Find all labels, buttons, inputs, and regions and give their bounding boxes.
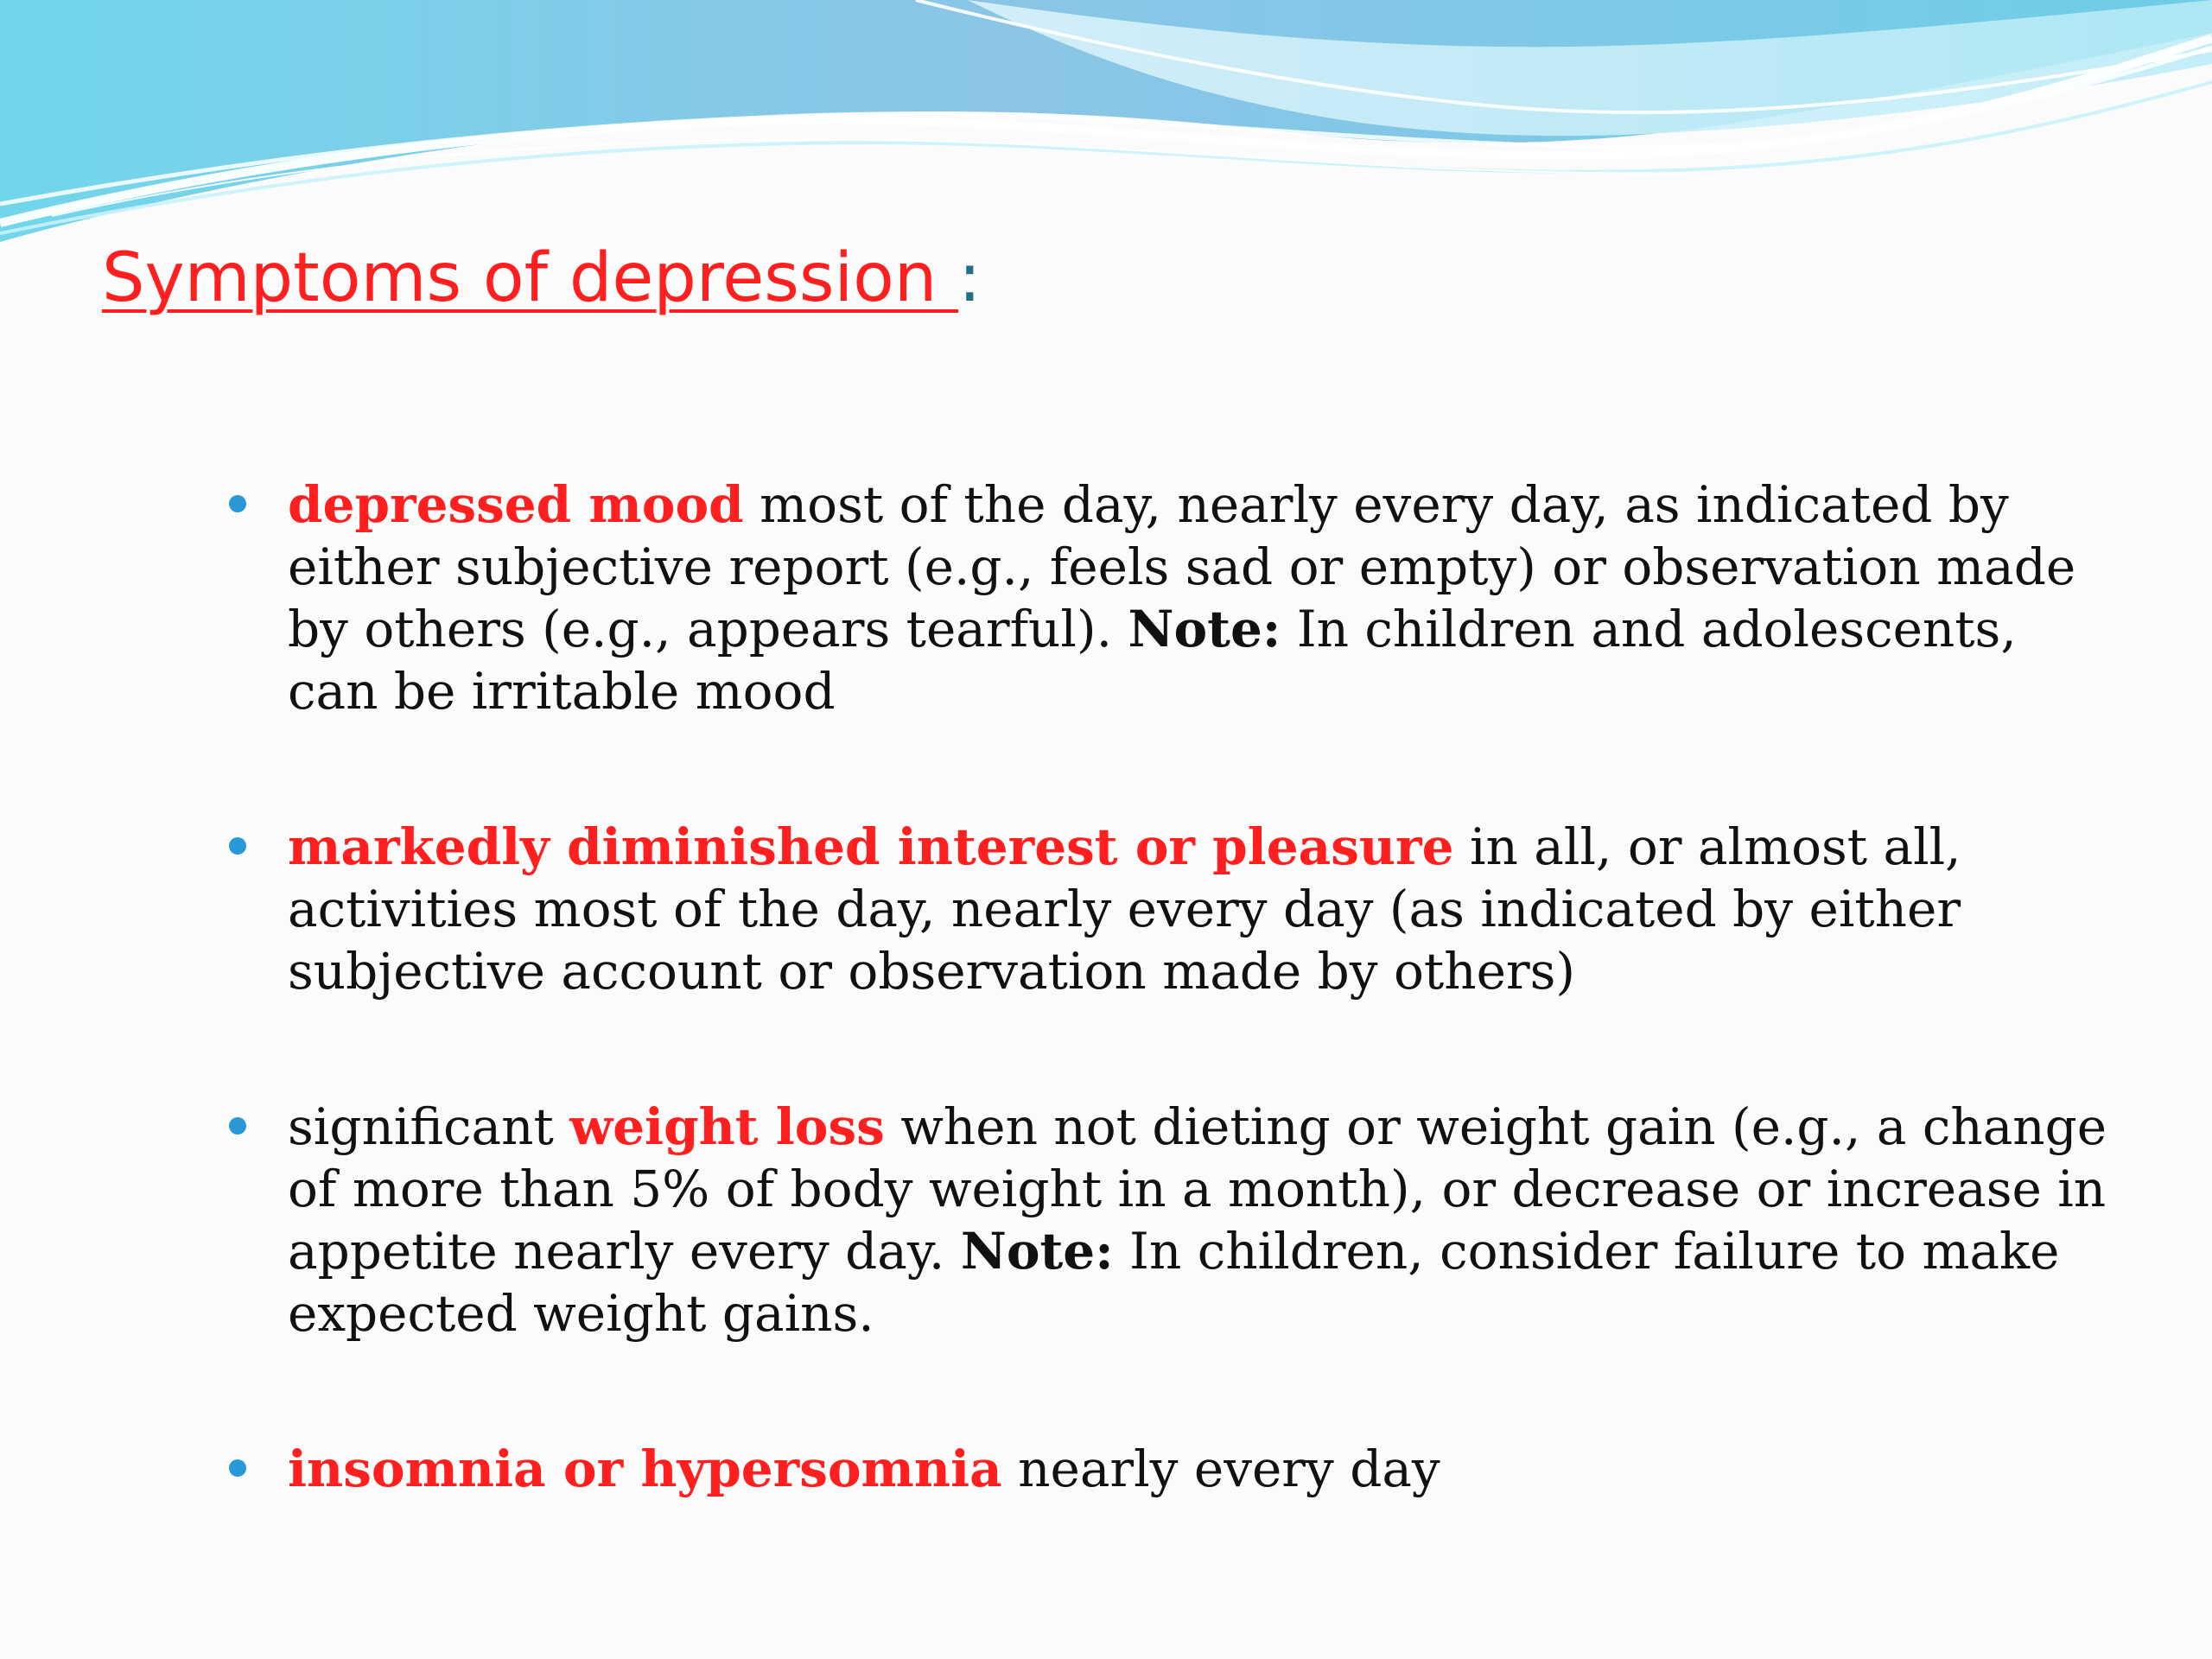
note-label: Note: [960, 1222, 1114, 1281]
note-text: In children and adolescents, can be irritable mood [288, 600, 2017, 721]
note-text: In children, consider failure to make expected weight gains. [288, 1222, 2060, 1343]
symptom-bullet-sleep [216, 1438, 2117, 1500]
symptom-description: most of the day, nearly every day, as indicated by either subjective report (e.g., feels sad or empty) or observation made by others (e.g., appears tearful). [288, 475, 2076, 658]
symptom-bullet-diminished-interest [216, 816, 2117, 1002]
symptom-description: nearly every day [1001, 1440, 1440, 1498]
bullet-dot-icon [229, 495, 246, 512]
decorative-wave-header [0, 0, 2212, 259]
symptom-highlight: depressed mood [288, 475, 744, 534]
symptom-bullet-list [216, 474, 2117, 1500]
symptom-highlight: weight loss [569, 1097, 885, 1156]
bullet-dot-icon [229, 837, 246, 855]
bullet-dot-icon [229, 1459, 246, 1477]
slide-title-colon: : [958, 239, 982, 317]
symptom-highlight: insomnia or hypersomnia [288, 1440, 1002, 1498]
symptom-prefix: significant [288, 1097, 570, 1156]
symptom-bullet-depressed-mood [216, 474, 2117, 722]
bullet-dot-icon [229, 1117, 246, 1135]
symptom-description: in all, or almost all, activities most of the day, nearly every day (as indicated by either subjective account or observation made by others) [288, 817, 1961, 1001]
slide-title-text: Symptoms of depression [102, 239, 959, 317]
symptom-bullet-weight-loss [216, 1096, 2117, 1344]
symptom-highlight: markedly diminished interest or pleasure [288, 817, 1454, 876]
symptom-description: when not dieting or weight gain (e.g., a change of more than 5% of body weight in a month), or decrease or increase in appetite nearly every day. [288, 1097, 2107, 1281]
note-label: Note: [1128, 600, 1281, 658]
slide-title [102, 239, 982, 317]
